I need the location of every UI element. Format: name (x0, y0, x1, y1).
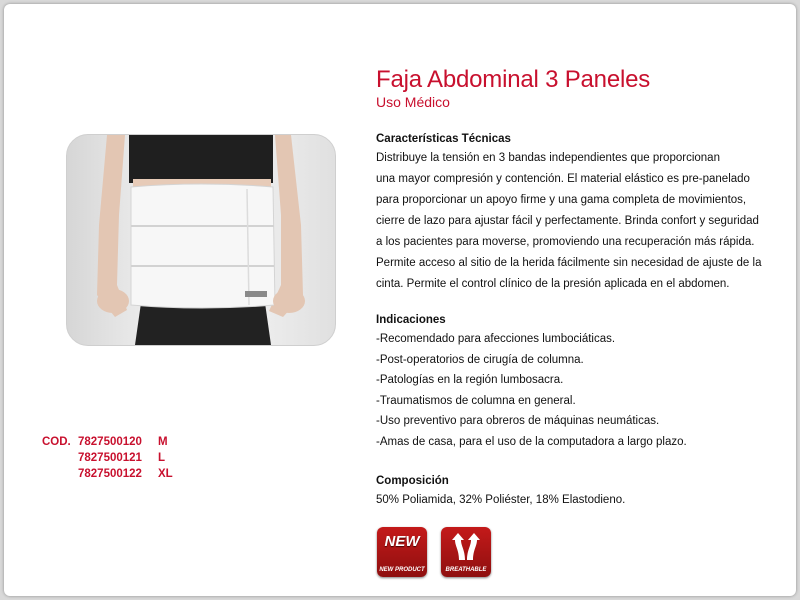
composition-heading: Composición (376, 475, 449, 487)
product-codes (42, 434, 188, 482)
code-number: 7827500120 (78, 436, 142, 448)
indication-item: -Post-operatorios de cirugía de columna. (376, 353, 584, 366)
catalog-page (4, 4, 796, 596)
breathable-badge (441, 527, 491, 577)
specs-text: Distribuye la tensión en 3 bandas independientes que proporcionan una mayor compresión y contención. El material elástico es pre-panelado para proporcionar un apoyo firme y una gama completa de movimientos, cierre de lazo para ajustar fácil y perfectamente. Brinda confort y seguridad a los pacientes para moverse, promoviendo una recuperación más rápida. Permite acceso al sitio de la herida fácilmente sin necesidad de ajuste de la cinta. Permite el control clínico de la presión aplicada en el abdomen. (376, 152, 762, 290)
composition-text: 50% Poliamida, 32% Poliéster, 18% Elastodieno. (376, 494, 626, 506)
indication-item: -Patologías en la región lumbosacra. (376, 374, 564, 386)
code-row (42, 450, 188, 466)
code-size: L (158, 452, 166, 464)
indication-item: -Amas de casa, para el uso de la computadora a largo plazo. (376, 435, 687, 448)
product-subtitle: Uso Médico (376, 94, 450, 110)
product-photo (66, 134, 336, 346)
code-size: M (158, 436, 168, 448)
specs-heading: Características Técnicas (376, 133, 511, 145)
indication-item: -Uso preventivo para obreros de máquinas neumáticas. (376, 415, 660, 427)
indication-item: -Recomendado para afecciones lumbociáticas. (376, 333, 616, 345)
breathable-arrows-icon (451, 532, 481, 562)
code-size: XL (158, 468, 173, 480)
product-title: Faja Abdominal 3 Paneles (376, 66, 651, 93)
code-number: 7827500122 (78, 468, 142, 480)
product-details (376, 131, 786, 511)
code-number: 7827500121 (78, 452, 142, 464)
indications-heading: Indicaciones (376, 314, 446, 326)
breathable-badge-caption: BREATHABLE (445, 567, 487, 573)
code-row (42, 434, 188, 450)
indication-item: -Traumatismos de columna en general. (376, 394, 576, 407)
code-row (42, 466, 188, 482)
new-badge-label: NEW (384, 533, 420, 550)
new-product-badge (377, 527, 427, 577)
code-prefix: COD. (42, 436, 71, 448)
new-badge-caption: NEW PRODUCT (379, 567, 425, 573)
